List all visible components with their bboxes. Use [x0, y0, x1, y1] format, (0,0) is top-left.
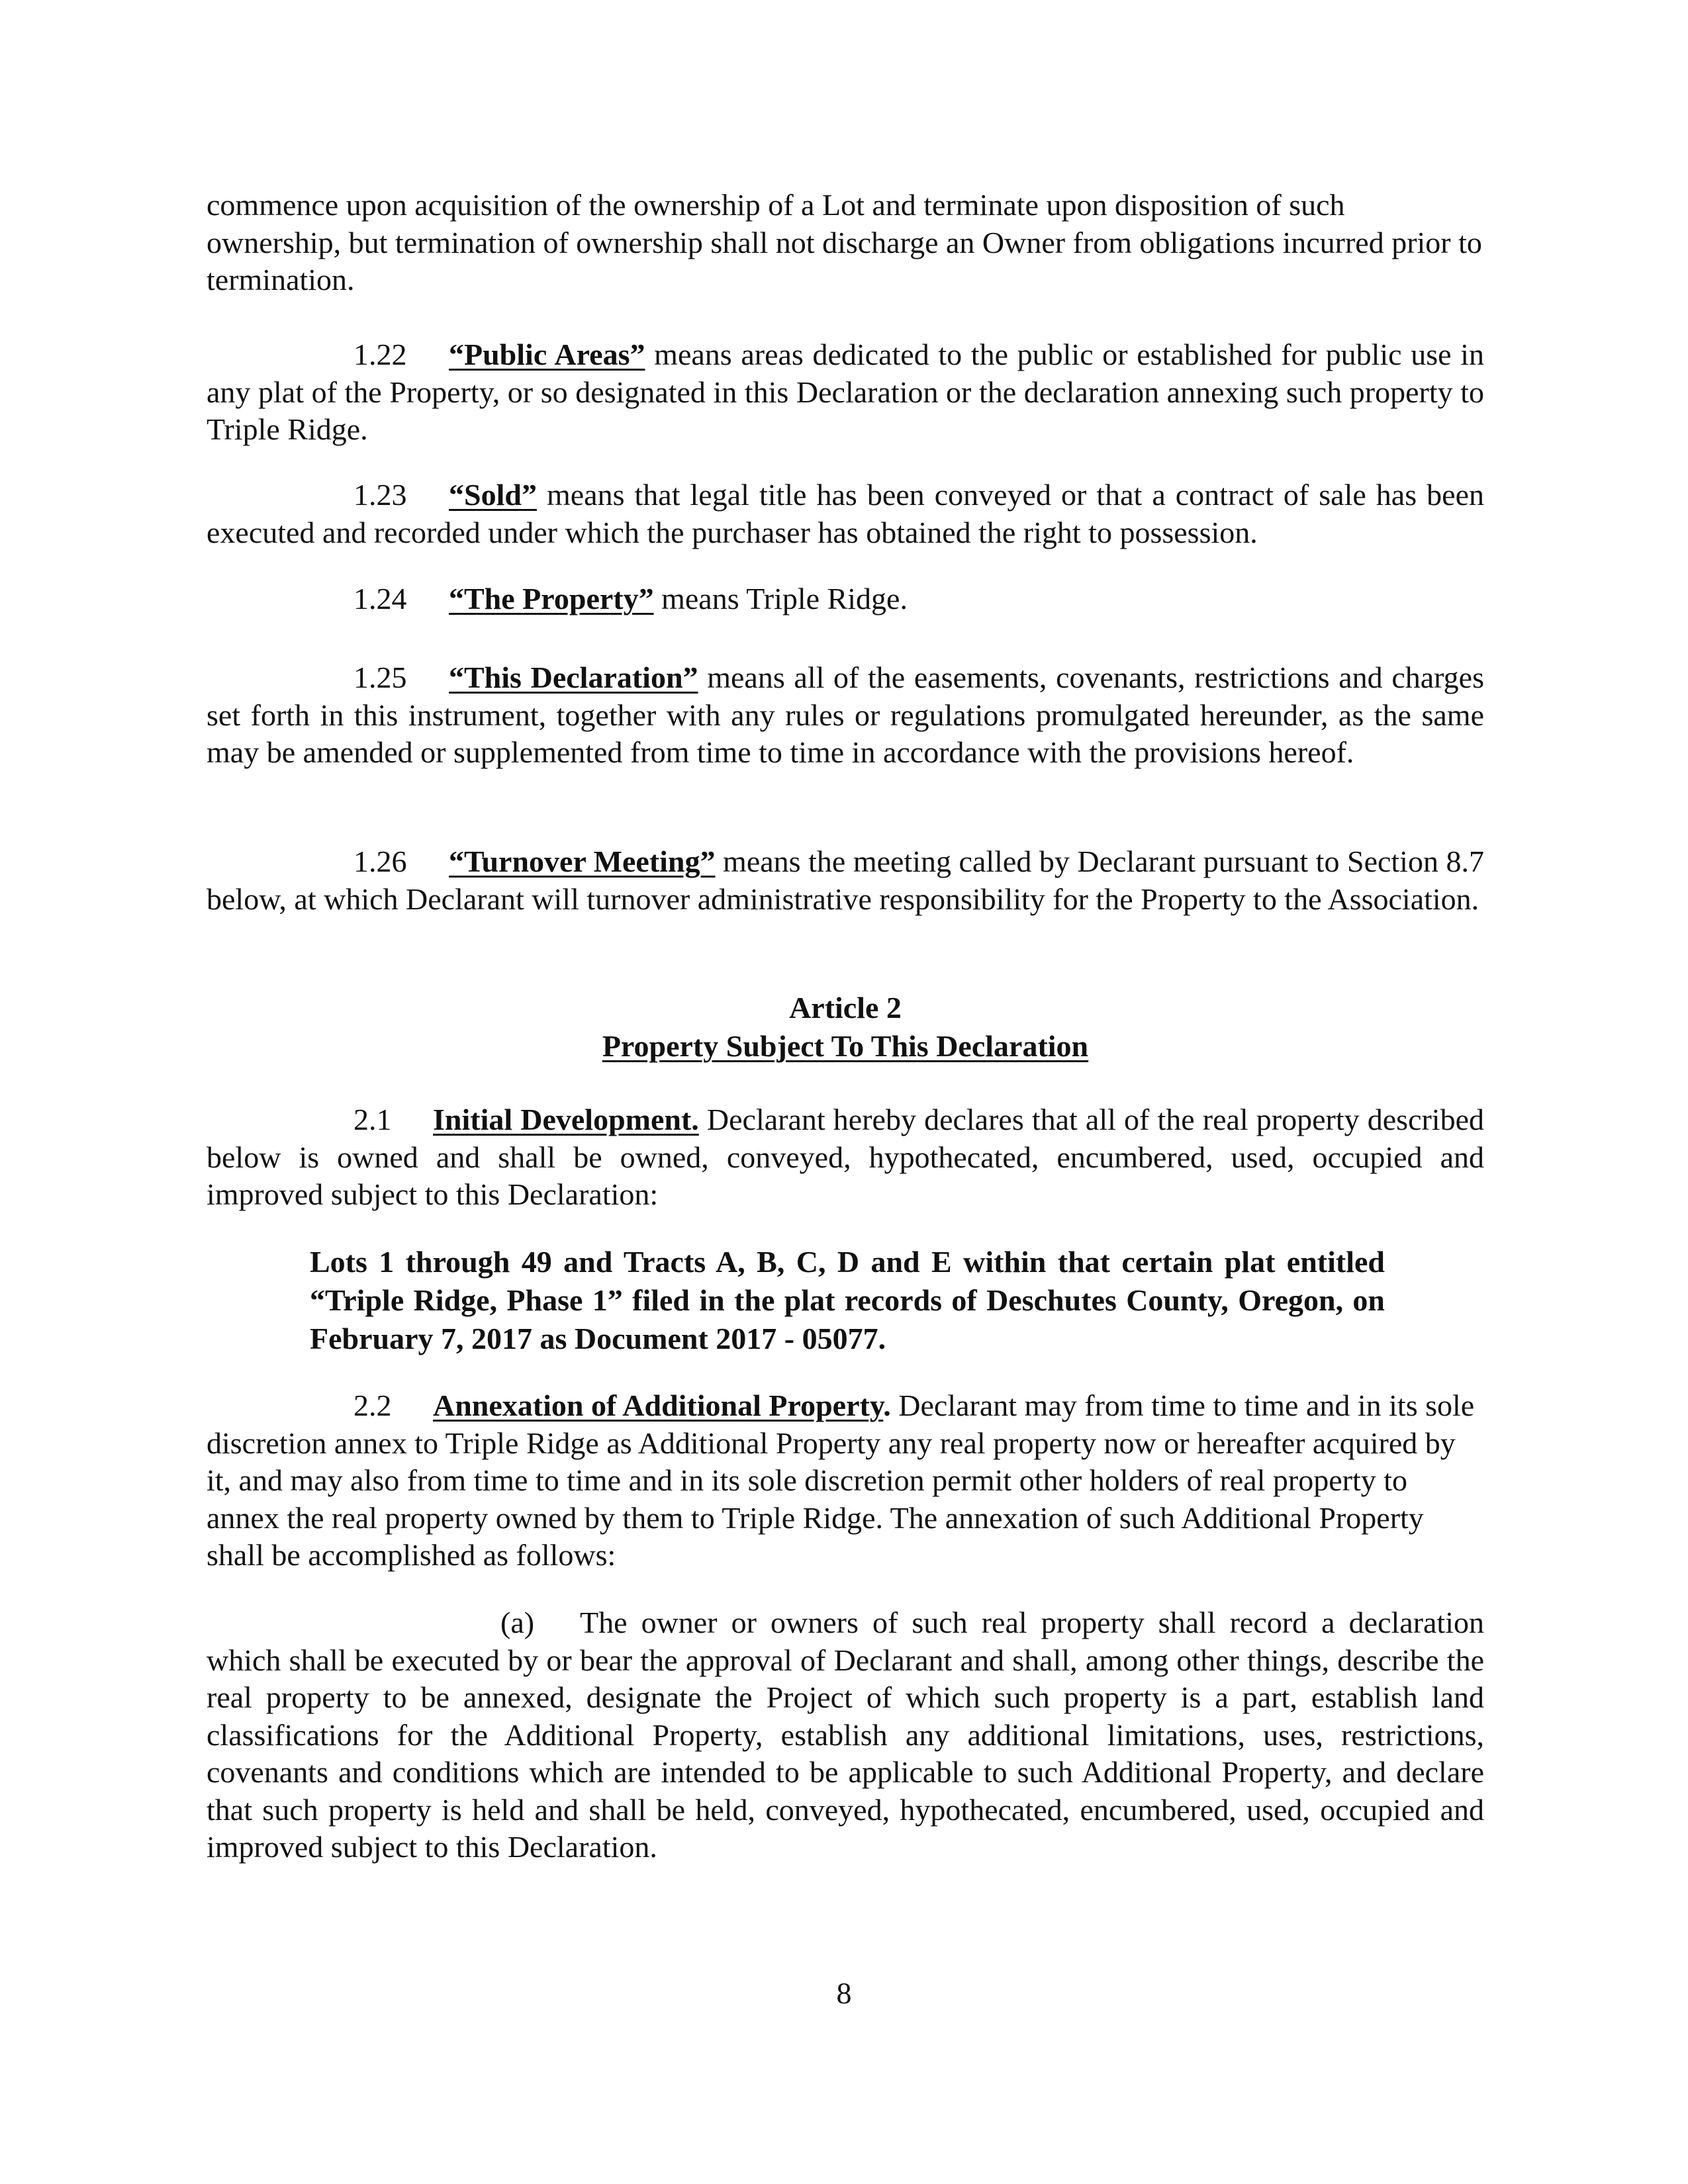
intro-paragraph: commence upon acquisition of the ownership of a Lot and terminate upon disposition of such ownership, but termination of ownership shall not discharge an Owner from obligations incurred prior to termination.: [207, 188, 1482, 296]
section-heading: Initial Development.: [433, 1103, 699, 1136]
section-number: 2.2: [353, 1388, 392, 1422]
defined-term: “This Declaration”: [449, 660, 698, 694]
section-2-1: [207, 1101, 1484, 1214]
subsection-number: (a): [500, 1606, 535, 1639]
section-heading-punct: .: [883, 1388, 891, 1422]
section-text: Declarant may from time to time and in its sole discretion annex to Triple Ridge as Additional Property any real property now or hereafter acquired by it, and may also from time to time and in its sole discretion permit other holders of real property to annex the real property owned by them to Triple Ridge. The annexation of such Additional Property shall be accomplished as follows:: [207, 1388, 1475, 1572]
subsection-2-2-a: [207, 1604, 1484, 1866]
section-number: 2.1: [353, 1103, 392, 1136]
article-title: Property Subject To This Declaration: [602, 1029, 1089, 1063]
defined-term: “Sold”: [449, 478, 537, 512]
section-number: 1.22: [353, 338, 407, 371]
article-label: Article 2: [789, 991, 902, 1024]
defined-term: “Public Areas”: [449, 338, 645, 371]
section-number: 1.23: [353, 478, 407, 512]
section-number: 1.26: [353, 844, 407, 878]
legal-description: Lots 1 through 49 and Tracts A, B, C, D and E within that certain plat entitled “Triple Ridge, Phase 1” filed in the plat records of Deschutes County, Oregon, on February 7, 2017 as Document 2017 - 05077.: [310, 1245, 1385, 1355]
defined-term: “Turnover Meeting”: [449, 844, 716, 878]
section-1-23: [207, 477, 1484, 551]
section-text: means the meeting called by Declarant pursuant to Section 8.7 below, at which Declarant will turnover administrative responsibility for the Property to the Association.: [207, 844, 1484, 916]
defined-term: “The Property”: [449, 582, 654, 615]
article-heading: [207, 989, 1484, 1066]
section-text: Declarant hereby declares that all of the real property described below is owned and shall be owned, conveyed, hypothecated, encumbered, used, occupied and improved subject to this Declaration:: [207, 1103, 1484, 1211]
section-1-26: [207, 843, 1484, 918]
section-text: means areas dedicated to the public or established for public use in any plat of the Property, or so designated in this Declaration or the declaration annexing such property to Triple Ridge.: [207, 338, 1484, 446]
section-2-2: [207, 1387, 1484, 1574]
subsection-text: The owner or owners of such real property shall record a declaration which shall be executed by or bear the approval of Declarant and shall, among other things, describe the real property to be annexed, designate the Project of which such property is a part, establish land classifications for the Additional Property, establish any additional limitations, uses, restrictions, covenants and conditions which are intended to be applicable to such Additional Property, and declare that such property is held and shall be held, conveyed, hypothecated, encumbered, used, occupied and improved subject to this Declaration.: [207, 1606, 1484, 1864]
section-text: means that legal title has been conveyed or that a contract of sale has been executed and recorded under which the purchaser has obtained the right to possession.: [207, 478, 1484, 549]
page-number: 8: [836, 1976, 852, 2010]
section-text: means all of the easements, covenants, restrictions and charges set forth in this instrument, together with any rules or regulations promulgated hereunder, as the same may be amended or supplemented from time to time in accordance with the provisions hereof.: [207, 660, 1484, 769]
section-1-24: [207, 580, 1484, 618]
section-1-22: [207, 336, 1484, 449]
section-heading: Annexation of Additional Property: [433, 1388, 884, 1422]
section-number: 1.24: [353, 582, 407, 615]
section-1-25: [207, 659, 1484, 772]
section-text: means Triple Ridge.: [653, 582, 908, 615]
section-number: 1.25: [353, 660, 407, 694]
